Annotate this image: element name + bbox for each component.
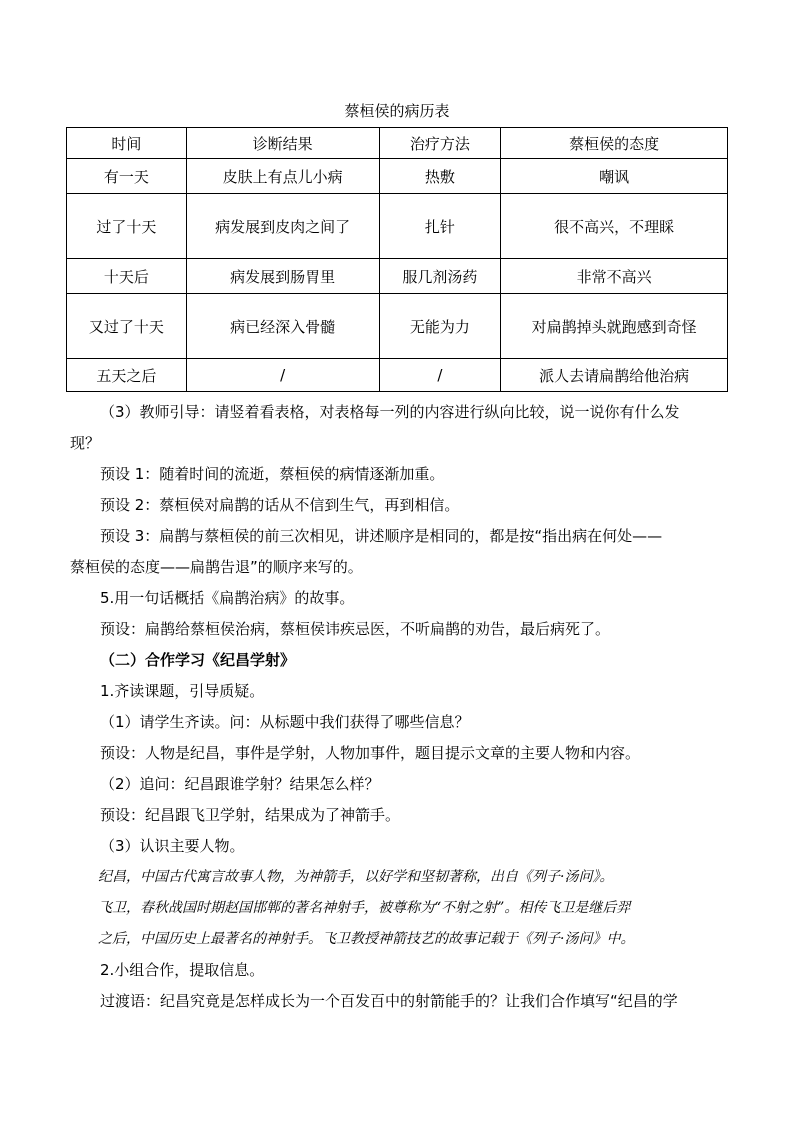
header-cell: 诊断结果 — [186, 128, 379, 159]
paragraph: 1.齐读课题，引导质疑。 — [100, 682, 265, 700]
table-cell: 对扁鹊掉头就跑感到奇怪 — [501, 294, 728, 359]
paragraph: （2）追问：纪昌跟谁学射？结果怎么样？ — [100, 775, 380, 793]
table-row — [67, 159, 728, 194]
table-cell: / — [186, 359, 379, 392]
table-cell: / — [379, 359, 501, 392]
character-note: 纪昌，中国古代寓言故事人物，为神箭手，以好学和坚韧著称，出自《列子·汤问》。 — [98, 869, 614, 885]
table-cell: 服几剂汤药 — [379, 259, 501, 294]
table-row — [67, 259, 728, 294]
table-cell: 嘲讽 — [501, 159, 728, 194]
paragraph: 预设：纪昌跟飞卫学射，结果成为了神箭手。 — [100, 806, 401, 824]
table-cell: 无能为力 — [379, 294, 501, 359]
table-cell: 热敷 — [379, 159, 501, 194]
table-cell: 派人去请扁鹊给他治病 — [501, 359, 728, 392]
table-row — [67, 194, 728, 259]
character-note: 飞卫，春秋战国时期赵国邯郸的著名神射手，被尊称为“不射之射”。相传飞卫是继后羿 — [98, 900, 631, 916]
table-cell: 五天之后 — [67, 359, 187, 392]
paragraph: （1）请学生齐读。问：从标题中我们获得了哪些信息？ — [100, 713, 470, 731]
header-cell: 治疗方法 — [379, 128, 501, 159]
paragraph: （3）认识主要人物。 — [100, 837, 245, 855]
table-cell: 过了十天 — [67, 194, 187, 259]
table-row — [67, 294, 728, 359]
medical-record-table — [66, 127, 728, 392]
paragraph: 预设 3：扁鹊与蔡桓侯的前三次相见，讲述顺序是相同的，都是按“指出病在何处—— — [100, 527, 663, 545]
table-cell: 病已经深入骨髓 — [186, 294, 379, 359]
paragraph: 蔡桓侯的态度——扁鹊告退”的顺序来写的。 — [70, 558, 363, 576]
table-cell: 有一天 — [67, 159, 187, 194]
body-text — [70, 397, 726, 1017]
paragraph: （3）教师引导：请竖着看表格，对表格每一列的内容进行纵向比较，说一说你有什么发 — [100, 403, 680, 421]
table-cell: 很不高兴，不理睬 — [501, 194, 728, 259]
paragraph: 5.用一句话概括《扁鹊治病》的故事。 — [100, 589, 355, 607]
paragraph: 预设：人物是纪昌，事件是学射，人物加事件，题目提示文章的主要人物和内容。 — [100, 744, 641, 762]
paragraph: 2.小组合作，提取信息。 — [100, 961, 265, 979]
table-header-row — [67, 128, 728, 159]
header-cell: 时间 — [67, 128, 187, 159]
table-cell: 病发展到皮肉之间了 — [186, 194, 379, 259]
section-heading: （二）合作学习《纪昌学射》 — [100, 651, 296, 669]
table-caption: 蔡桓侯的病历表 — [344, 102, 450, 120]
paragraph: 预设 2：蔡桓侯对扁鹊的话从不信到生气，再到相信。 — [100, 496, 460, 514]
table-cell: 病发展到肠胃里 — [186, 259, 379, 294]
table-cell: 皮肤上有点儿小病 — [186, 159, 379, 194]
table-cell: 十天后 — [67, 259, 187, 294]
table-cell: 又过了十天 — [67, 294, 187, 359]
header-cell: 蔡桓侯的态度 — [501, 128, 728, 159]
paragraph: 过渡语：纪昌究竟是怎样成长为一个百发百中的射箭能手的？让我们合作填写“纪昌的学 — [100, 992, 678, 1010]
paragraph: 现？ — [70, 434, 101, 452]
paragraph: 预设：扁鹊给蔡桓侯治病，蔡桓侯讳疾忌医，不听扁鹊的劝告，最后病死了。 — [100, 620, 611, 638]
character-note: 之后，中国历史上最著名的神射手。飞卫教授神箭技艺的故事记载于《列子·汤问》中。 — [98, 931, 635, 947]
table-cell: 扎针 — [379, 194, 501, 259]
table-cell: 非常不高兴 — [501, 259, 728, 294]
table-row — [67, 359, 728, 392]
paragraph: 预设 1：随着时间的流逝，蔡桓侯的病情逐渐加重。 — [100, 465, 445, 483]
